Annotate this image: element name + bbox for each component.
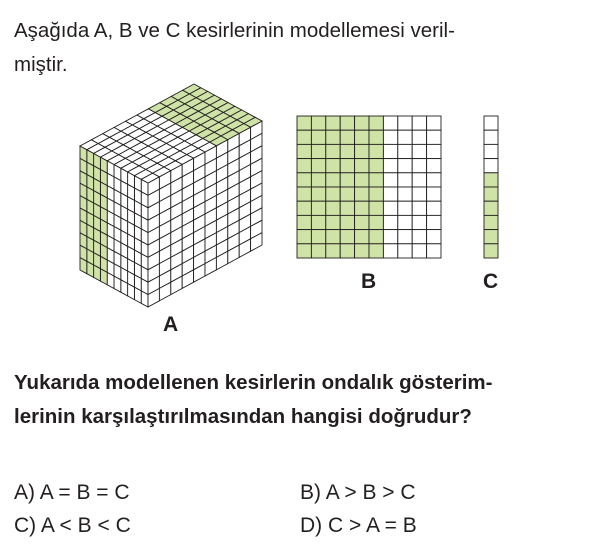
model-b-cell [369,230,383,244]
model-b-cell [383,144,397,158]
model-b-cell [369,116,383,130]
model-b-cell [297,144,311,158]
choice-d[interactable] [300,513,417,539]
model-b-cell [412,159,426,173]
model-b-cell [427,159,441,173]
model-b-cell [311,201,325,215]
model-b-cell [383,116,397,130]
model-b-cell [326,187,340,201]
model-b-cell [427,173,441,187]
model-b-cell [340,130,354,144]
model-b-cell [412,144,426,158]
model-b-cell [311,116,325,130]
model-b-cell [355,230,369,244]
model-b-cell [297,116,311,130]
model-b-cell [369,130,383,144]
model-c-label: C [483,270,499,293]
model-c-cell [484,215,498,229]
model-b-cell [412,230,426,244]
choice-c-text: A < B < C [40,514,131,537]
question-line-2: lerinin karşılaştırılmasından hangisi doğrudur? [14,405,472,428]
model-b-cell [398,173,412,187]
model-b-cell [398,187,412,201]
model-c-cell [484,230,498,244]
model-b-cell [427,201,441,215]
model-b-cell [297,173,311,187]
model-b-cell [326,244,340,258]
model-b-cell [311,130,325,144]
model-b-cell [383,230,397,244]
model-b-grid [297,116,441,258]
model-b-cell [398,215,412,229]
model-b-cell [398,116,412,130]
model-c-cell [484,201,498,215]
choice-c[interactable] [14,513,131,539]
model-b-cell [297,230,311,244]
model-b-cell [412,215,426,229]
model-b-cell [369,173,383,187]
model-b-cell [311,144,325,158]
model-b-cell [326,130,340,144]
intro-line-1: Aşağıda A, B ve C kesirlerinin modellemesi veril- [14,19,455,42]
model-b-cell [311,187,325,201]
model-b-cell [326,159,340,173]
choice-a[interactable] [14,480,130,506]
model-b-cell [355,144,369,158]
model-c-cell [484,187,498,201]
model-b-cell [412,130,426,144]
model-b-cell [383,187,397,201]
model-b-cell [427,130,441,144]
model-b-cell [369,144,383,158]
model-b-cell [340,230,354,244]
model-b-cell [326,215,340,229]
model-c-cell [484,173,498,187]
model-b-cell [383,173,397,187]
model-b-cell [427,215,441,229]
model-b-cell [340,159,354,173]
choice-a-text: A = B = C [39,481,130,504]
model-b-cell [340,215,354,229]
model-b-cell [383,159,397,173]
model-b-cell [297,187,311,201]
model-a-label: A [163,313,179,336]
model-b-cell [369,201,383,215]
model-b-cell [427,144,441,158]
choice-d-text: C > A = B [328,514,417,537]
model-b-cell [326,116,340,130]
choice-b-text: A > B > C [325,481,416,504]
model-b-cell [311,159,325,173]
choice-b-letter: B) [300,481,321,504]
choice-a-letter: A) [14,481,35,504]
model-a-cube [80,84,262,307]
model-b-cell [369,244,383,258]
choice-c-letter: C) [14,514,37,537]
model-c-cell [484,244,498,258]
model-b-cell [427,244,441,258]
model-b-cell [355,201,369,215]
model-b-cell [427,230,441,244]
model-b-cell [427,116,441,130]
model-c-strip [484,116,498,258]
model-b-cell [297,201,311,215]
model-c-cell [484,144,498,158]
model-b-cell [369,187,383,201]
model-b-cell [412,201,426,215]
question-line-1: Yukarıda modellenen kesirlerin ondalık gösterim- [14,371,493,394]
model-b-cell [398,201,412,215]
model-b-cell [369,159,383,173]
model-b-cell [355,159,369,173]
model-b-cell [383,130,397,144]
model-b-cell [398,230,412,244]
model-b-cell [326,144,340,158]
model-b-cell [355,215,369,229]
model-b-cell [427,187,441,201]
model-b-cell [340,244,354,258]
model-b-cell [311,244,325,258]
model-c-cell [484,159,498,173]
model-b-cell [355,130,369,144]
choice-d-letter: D) [300,514,323,537]
model-b-cell [311,230,325,244]
model-b-cell [355,173,369,187]
model-b-cell [297,159,311,173]
model-b-cell [297,215,311,229]
model-b-cell [340,116,354,130]
model-b-cell [297,130,311,144]
model-b-cell [297,244,311,258]
model-b-cell [398,130,412,144]
model-b-cell [383,215,397,229]
model-b-cell [340,173,354,187]
model-c-cell [484,130,498,144]
model-b-cell [369,215,383,229]
model-b-cell [412,244,426,258]
model-b-cell [311,215,325,229]
model-b-cell [326,201,340,215]
model-b-cell [340,201,354,215]
model-b-cell [311,173,325,187]
model-b-cell [340,144,354,158]
choice-b[interactable] [300,480,416,506]
model-b-cell [340,187,354,201]
model-b-cell [383,201,397,215]
model-b-cell [412,187,426,201]
model-b-cell [355,187,369,201]
model-b-cell [398,144,412,158]
model-b-cell [355,116,369,130]
question-text [14,366,584,434]
model-b-label: B [361,270,377,293]
model-b-cell [412,173,426,187]
intro-line-2: miştir. [14,53,68,76]
model-b-cell [355,244,369,258]
model-b-cell [326,173,340,187]
model-b-cell [326,230,340,244]
model-b-cell [412,116,426,130]
model-b-cell [383,244,397,258]
model-c-cell [484,116,498,130]
model-b-cell [398,159,412,173]
model-b-cell [398,244,412,258]
